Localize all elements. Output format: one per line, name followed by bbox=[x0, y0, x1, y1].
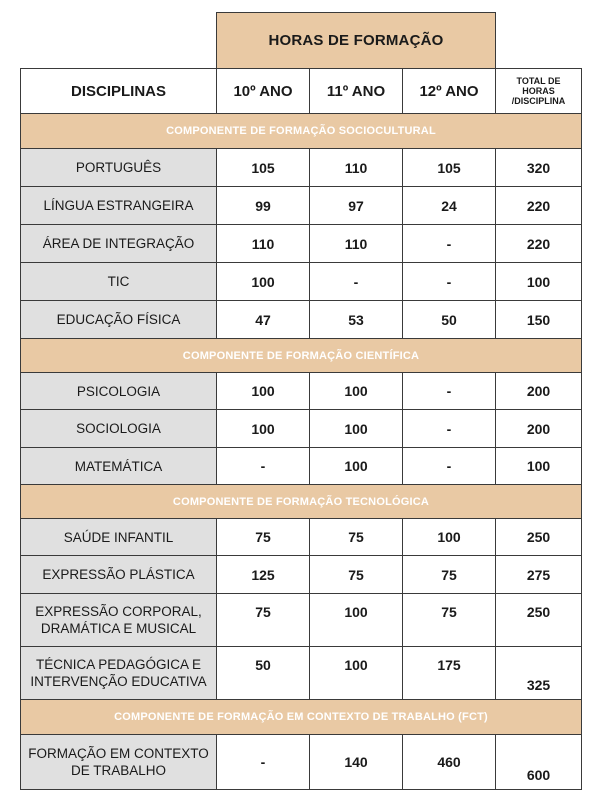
table-row bbox=[20, 300, 582, 339]
year-12-value: 50 bbox=[402, 300, 496, 339]
year-11-value: 100 bbox=[309, 447, 403, 485]
year-12-value: 24 bbox=[402, 186, 496, 225]
total-value: 275 bbox=[495, 555, 582, 594]
total-value: 220 bbox=[495, 186, 582, 225]
table-row bbox=[20, 262, 582, 301]
total-value: 220 bbox=[495, 224, 582, 263]
year-10-value: 75 bbox=[216, 593, 310, 647]
year-12-value: - bbox=[402, 372, 496, 410]
year-12-value: 75 bbox=[402, 555, 496, 594]
discipline-cell: LÍNGUA ESTRANGEIRA bbox=[20, 186, 217, 225]
total-header-line2: HORAS bbox=[522, 86, 555, 96]
column-header-row bbox=[20, 68, 582, 114]
total-value: 200 bbox=[495, 409, 582, 448]
year-11-value: 100 bbox=[309, 409, 403, 448]
table-row bbox=[20, 447, 582, 485]
discipline-cell: EDUCAÇÃO FÍSICA bbox=[20, 300, 217, 339]
year-10-value: 100 bbox=[216, 262, 310, 301]
year-10-value: 99 bbox=[216, 186, 310, 225]
year-10-value: 75 bbox=[216, 518, 310, 556]
table-row bbox=[20, 372, 582, 410]
section-cientifica: COMPONENTE DE FORMAÇÃO CIENTÍFICA bbox=[20, 338, 582, 373]
total-header-line1: TOTAL DE bbox=[516, 76, 561, 86]
year-11-value: 100 bbox=[309, 372, 403, 410]
year-10-value: 100 bbox=[216, 409, 310, 448]
year-11-value: 75 bbox=[309, 555, 403, 594]
year-11-value: 100 bbox=[309, 646, 403, 700]
total-value: 100 bbox=[495, 447, 582, 485]
year-10-value: 47 bbox=[216, 300, 310, 339]
year-11-header: 11º ANO bbox=[309, 68, 403, 114]
hours-group-title-text: HORAS DE FORMAÇÃO bbox=[268, 32, 444, 49]
year-11-value: - bbox=[309, 262, 403, 301]
year-12-value: - bbox=[402, 224, 496, 263]
section-fct: COMPONENTE DE FORMAÇÃO EM CONTEXTO DE TRABALHO (FCT) bbox=[20, 699, 582, 735]
year-12-value: 460 bbox=[402, 734, 496, 790]
total-value: 250 bbox=[495, 593, 582, 647]
discipline-cell: TIC bbox=[20, 262, 217, 301]
table-row bbox=[20, 148, 582, 187]
total-value: 150 bbox=[495, 300, 582, 339]
discipline-cell: EXPRESSÃO CORPORAL, DRAMÁTICA E MUSICAL bbox=[20, 593, 217, 647]
discipline-cell: SAÚDE INFANTIL bbox=[20, 518, 217, 556]
total-value: 600 bbox=[495, 734, 582, 790]
discipline-cell: TÉCNICA PEDAGÓGICA E INTERVENÇÃO EDUCATIVA bbox=[20, 646, 217, 700]
total-value: 320 bbox=[495, 148, 582, 187]
table-row bbox=[20, 409, 582, 448]
discipline-cell: PSICOLOGIA bbox=[20, 372, 217, 410]
group-header-row bbox=[20, 12, 582, 69]
year-11-value: 75 bbox=[309, 518, 403, 556]
total-value: 325 bbox=[495, 646, 582, 700]
total-header bbox=[495, 68, 582, 114]
year-11-value: 100 bbox=[309, 593, 403, 647]
table-row bbox=[20, 224, 582, 263]
year-10-value: - bbox=[216, 734, 310, 790]
total-value: 200 bbox=[495, 372, 582, 410]
discipline-cell: EXPRESSÃO PLÁSTICA bbox=[20, 555, 217, 594]
hours-group-title bbox=[216, 12, 496, 69]
table-row bbox=[20, 186, 582, 225]
total-value: 100 bbox=[495, 262, 582, 301]
disciplines-header: DISCIPLINAS bbox=[20, 68, 217, 114]
year-12-value: - bbox=[402, 447, 496, 485]
year-11-value: 97 bbox=[309, 186, 403, 225]
year-12-value: 105 bbox=[402, 148, 496, 187]
total-header-line3: /DISCIPLINA bbox=[511, 96, 566, 106]
year-12-header: 12º ANO bbox=[402, 68, 496, 114]
year-12-value: 100 bbox=[402, 518, 496, 556]
year-10-value: - bbox=[216, 447, 310, 485]
discipline-cell: FORMAÇÃO EM CONTEXTO DE TRABALHO bbox=[20, 734, 217, 790]
discipline-cell: PORTUGUÊS bbox=[20, 148, 217, 187]
year-10-value: 125 bbox=[216, 555, 310, 594]
year-12-value: 175 bbox=[402, 646, 496, 700]
year-10-value: 50 bbox=[216, 646, 310, 700]
year-12-value: - bbox=[402, 262, 496, 301]
table-row bbox=[20, 518, 582, 556]
table-row bbox=[20, 646, 582, 700]
section-tecnologica: COMPONENTE DE FORMAÇÃO TECNOLÓGICA bbox=[20, 484, 582, 519]
discipline-cell: SOCIOLOGIA bbox=[20, 409, 217, 448]
year-10-value: 110 bbox=[216, 224, 310, 263]
discipline-cell: ÁREA DE INTEGRAÇÃO bbox=[20, 224, 217, 263]
year-10-header: 10º ANO bbox=[216, 68, 310, 114]
section-sociocultural: COMPONENTE DE FORMAÇÃO SOCIOCULTURAL bbox=[20, 113, 582, 149]
year-11-value: 140 bbox=[309, 734, 403, 790]
year-11-value: 53 bbox=[309, 300, 403, 339]
year-12-value: - bbox=[402, 409, 496, 448]
year-11-value: 110 bbox=[309, 148, 403, 187]
table-row bbox=[20, 734, 582, 790]
table-row bbox=[20, 555, 582, 594]
discipline-cell: MATEMÁTICA bbox=[20, 447, 217, 485]
year-12-value: 75 bbox=[402, 593, 496, 647]
year-10-value: 100 bbox=[216, 372, 310, 410]
year-10-value: 105 bbox=[216, 148, 310, 187]
table-row bbox=[20, 593, 582, 647]
year-11-value: 110 bbox=[309, 224, 403, 263]
total-value: 250 bbox=[495, 518, 582, 556]
